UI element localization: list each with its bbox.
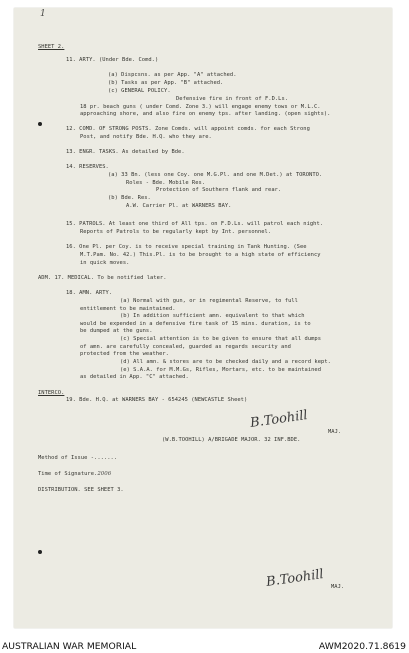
footer-institution: AUSTRALIAN WAR MEMORIAL <box>2 641 137 652</box>
document-sheet <box>14 8 392 628</box>
footer-accession-number: AWM2020.71.8619 <box>318 641 406 652</box>
para-16: 16. One Pl. per Coy. is to receive special training in Tank Hunting. (See <box>66 244 307 250</box>
para-18c: (c) Special attention is to be given to ensure that all dumps <box>120 336 322 342</box>
para-14: 14. RESERVES. <box>66 164 109 170</box>
para-11c: (c) GENERAL POLICY. <box>108 88 171 94</box>
para-14b: (b) Bde. Res. <box>108 195 151 201</box>
para-19: 19. Bde. H.Q. at WARNERS BAY - 654245 (NEWCASTLE Sheet) <box>66 397 248 403</box>
para-11c-2: 18 pr. beach guns ( under Comd. Zone 3.) will engage enemy tows or M.L.C. <box>80 104 321 110</box>
para-18c-2: protected from the weather. <box>80 351 169 357</box>
para-11c-1: Defensive fire in front of F.D.Ls. <box>176 96 289 102</box>
punch-hole-bottom <box>38 550 42 554</box>
punch-hole-top <box>38 122 42 126</box>
para-18b-1: would be expended in a defensive fire task of 15 mins. duration, is to <box>80 321 311 327</box>
para-14a: (a) 33 Bn. (less one Coy. one M.G.Pl. and one M.Det.) at TORONTO. <box>108 172 323 178</box>
para-18c-1: of amn. are carefully concealed, guarded as regards security and <box>80 344 291 350</box>
para-16-cont2: in quick moves. <box>80 260 130 266</box>
method-of-issue: Method of Issue -....... <box>38 455 118 461</box>
para-17: ADM. 17. MEDICAL. To be notified later. <box>38 275 167 281</box>
para-18b: (b) In addition sufficient amn. equivalent to that which <box>120 313 305 319</box>
para-18a: (a) Normal with gun, or in regimental Reserve, to full <box>120 298 298 304</box>
para-14a-2: Protection of Southern flank and rear. <box>156 187 282 193</box>
signature-lower: B.Toohill <box>265 567 325 590</box>
para-18a-1: entitlement to be maintained. <box>80 306 176 312</box>
signatory-name: (W.B.TOOHILL) A/BRIGADE MAJOR. 32 INF.BDE. <box>162 437 301 443</box>
para-11c-3: approaching shore, and also fire on enemy tps. after landing. (open sights). <box>80 111 331 117</box>
para-11b: (b) Tasks as per App. "B" attached. <box>108 80 224 86</box>
para-16-cont: M.T.Pam. No. 42.) This.Pl. is to be brought to a high state of efficiency <box>80 252 321 258</box>
signature-upper: B.Toohill <box>249 408 309 431</box>
rank-upper: MAJ. <box>328 429 342 435</box>
para-18e-1: as detailed in App. "C" attached. <box>80 374 189 380</box>
footer-bar <box>0 636 409 653</box>
para-11a: (a) Dispcsns. as per App. "A" attached. <box>108 72 237 78</box>
para-11: 11. ARTY. (Under Bde. Comd.) <box>66 57 159 63</box>
para-13: 13. ENGR. TASKS. As detailed by Bde. <box>66 149 185 155</box>
para-14b-1: A.W. Carrier Pl. at WARNERS BAY. <box>126 203 232 209</box>
para-18d: (d) All amn. & stores are to be checked daily and a record kept. <box>120 359 331 365</box>
time-of-signature: Time of Signature.2006 <box>38 471 112 477</box>
time-of-signature-value: 2006 <box>97 471 112 477</box>
para-15: 15. PATROLS. At least one third of All tps. on F.D.Ls. will patrol each night. <box>66 221 324 227</box>
para-18b-2: be dumped at the guns. <box>80 328 153 334</box>
para-15-cont: Reports of Patrols to be regularly kept by Int. personnel. <box>80 229 272 235</box>
sheet-label: SHEET 2. <box>38 44 65 50</box>
para-14a-1: Roles - Bde. Mobile Res. <box>126 180 206 186</box>
para-18: 18. AMN. ARTY. <box>66 290 113 296</box>
intercom-heading: INTERCO. <box>38 390 65 396</box>
para-12: 12. COMD. OF STRONG POSTS. Zone Comds. will appoint comds. for each Strong <box>66 126 310 132</box>
page-mark: 1 <box>40 9 46 19</box>
para-12-cont: Post, and notify Bde. H.Q. who they are. <box>80 134 212 140</box>
rank-lower: MAJ. <box>331 584 345 590</box>
para-18e: (e) S.A.A. for M.M.Gs, Rifles, Mortars, etc. to be maintained <box>120 367 322 373</box>
distribution: DISTRIBUTION. SEE SHEET 3. <box>38 487 124 493</box>
